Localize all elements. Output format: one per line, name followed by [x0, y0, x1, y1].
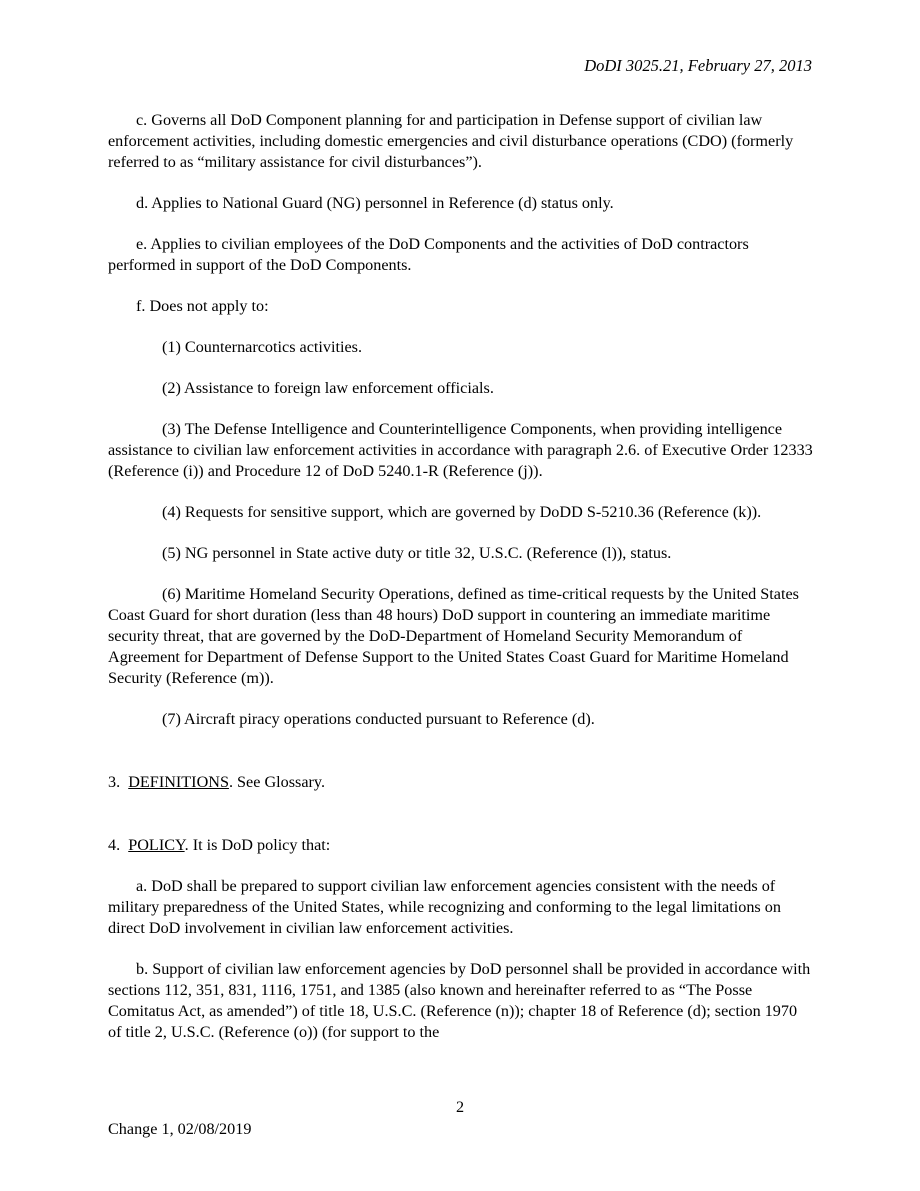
section-4-title: POLICY — [128, 836, 185, 854]
paragraph-f3: (3) The Defense Intelligence and Counterintelligence Components, when providing intelligence assistance to civilian law enforcement activities in accordance with paragraph 2.6. of Executive Order 12333 (Reference (i)) and Procedure 12 of DoD 5240.1-R (Reference (j)). — [108, 420, 813, 480]
paragraph-f: f. Does not apply to: — [136, 297, 269, 315]
paragraph-f7: (7) Aircraft piracy operations conducted pursuant to Reference (d). — [162, 710, 595, 728]
document-header: DoDI 3025.21, February 27, 2013 — [584, 56, 812, 75]
section-3-title: DEFINITIONS — [128, 773, 229, 791]
section-definitions — [108, 772, 813, 793]
page-number: 2 — [455, 1098, 465, 1116]
paragraph-f6: (6) Maritime Homeland Security Operations, defined as time-critical requests by the United States Coast Guard for short duration (less than 48 hours) DoD support in countering an immediate maritime security threat, that are governed by the DoD-Department of Homeland Security Memorandum of Agreement for Department of Defense Support to the United States Coast Guard for Maritime Homeland Security (Reference (m)). — [108, 585, 799, 687]
paragraph-4a: a. DoD shall be prepared to support civilian law enforcement agencies consistent with the needs of military preparedness of the United States, while recognizing and conforming to the legal limitations on direct DoD involvement in civilian law enforcement activities. — [108, 877, 781, 937]
section-3-text: . See Glossary. — [228, 773, 326, 791]
section-4-number: 4. — [108, 836, 121, 854]
paragraph-e: e. Applies to civilian employees of the DoD Components and the activities of DoD contractors performed in support of the DoD Components. — [108, 235, 749, 274]
paragraph-d: d. Applies to National Guard (NG) personnel in Reference (d) status only. — [136, 194, 614, 212]
paragraph-f4: (4) Requests for sensitive support, which are governed by DoDD S-5210.36 (Reference (k)). — [162, 503, 762, 521]
paragraph-f1: (1) Counternarcotics activities. — [162, 338, 363, 356]
paragraph-f5: (5) NG personnel in State active duty or title 32, U.S.C. (Reference (l)), status. — [162, 544, 672, 562]
change-footer: Change 1, 02/08/2019 — [108, 1120, 252, 1138]
section-4-text: . It is DoD policy that: — [184, 836, 331, 854]
paragraph-f2: (2) Assistance to foreign law enforcement officials. — [162, 379, 494, 397]
paragraph-4b: b. Support of civilian law enforcement agencies by DoD personnel shall be provided in accordance with sections 112, 351, 831, 1116, 1751, and 1385 (also known and hereinafter referred to as “The Posse Comitatus Act, as amended”) of title 18, U.S.C. (Reference (n)); chapter 18 of Reference (d); section 1970 of title 2, U.S.C. (Reference (o)) (for support to the — [108, 960, 811, 1041]
document-body — [108, 110, 813, 1063]
section-policy — [108, 835, 813, 856]
section-3-number: 3. — [108, 773, 121, 791]
paragraph-c: c. Governs all DoD Component planning for and participation in Defense support of civilian law enforcement activities, including domestic emergencies and civil disturbance operations (CDO) (formerly referred to as “military assistance for civil disturbances”). — [108, 111, 794, 171]
